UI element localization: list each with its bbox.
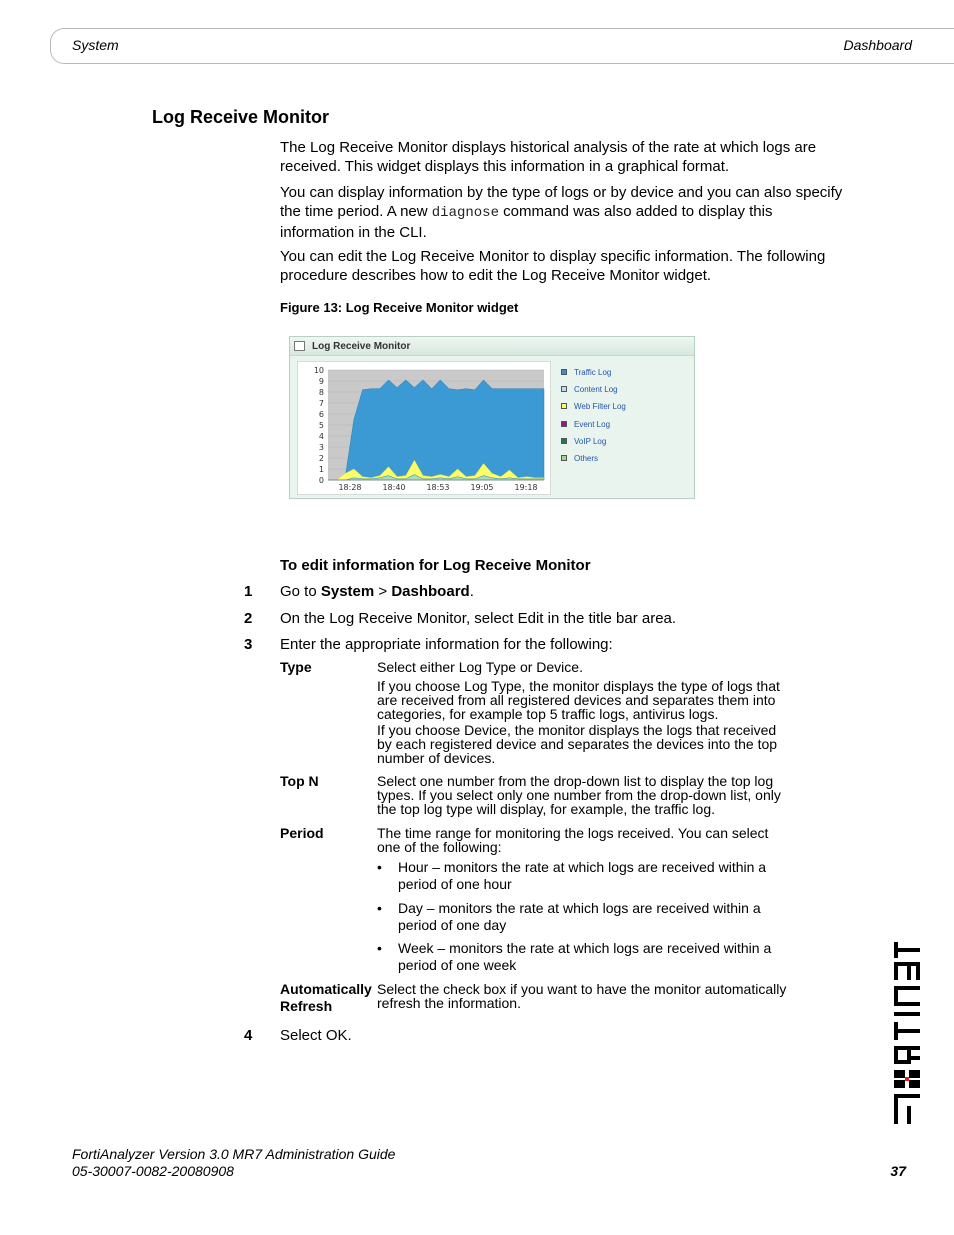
legend-swatch [561,369,567,375]
bullet: • [377,859,382,875]
page-header-bar [50,28,954,64]
legend-swatch [561,421,567,427]
y-tick-label: 1 [318,465,324,474]
section-title: Log Receive Monitor [152,107,330,127]
option-term-period: Period [280,825,324,841]
legend-swatch [561,455,567,461]
y-tick-label: 8 [318,388,324,397]
footer-doc-number: 05-30007-0082-20080908 [72,1163,234,1179]
figure-caption: Figure 13: Log Receive Monitor widget [280,300,519,315]
header-section: System [72,37,119,53]
option-desc: If you choose Device, the monitor displays the logs that received by each registered device and separates the devices into the top number of devices. [377,722,778,766]
fortinet-logo [890,940,924,1126]
legend-item: Web Filter Log [561,402,626,412]
y-tick-label: 7 [318,399,324,408]
x-tick-label: 19:05 [470,483,494,492]
step-number: 1 [244,583,253,600]
y-tick-label: 2 [318,454,324,463]
legend-item: Others [561,454,598,464]
y-tick-label: 0 [318,476,324,485]
bullet: • [377,900,382,916]
period-option: Day – monitors the rate at which logs are received within a period of one day [398,900,761,933]
widget-titlebar [290,337,694,356]
legend-item: Event Log [561,420,610,430]
step-number: 3 [244,636,253,653]
log-rate-chart [298,362,550,494]
step-number: 2 [244,610,253,627]
option-term-type: Type [280,659,312,675]
x-tick-label: 18:28 [338,483,362,492]
step-number: 4 [244,1027,253,1044]
y-tick-label: 4 [318,432,324,441]
option-desc: If you choose Log Type, the monitor displays the type of logs that are received from all registered devices and separates them into categories, for example top 5 traffic logs, antivirus logs. [377,678,780,722]
display-paragraph: You can display information by the type of logs or by device and you can also specify the time period. A new diagnose command was also added to display this information in the CLI. [280,184,843,241]
legend-swatch [561,403,567,409]
option-desc: Select one number from the drop-down list to display the top log types. If you select only one number from the drop-down list, only the top log type will display, for example, the traffic log. [377,773,781,817]
legend-swatch [561,386,567,392]
step-text: On the Log Receive Monitor, select Edit in the title bar area. [280,610,677,627]
option-desc: The time range for monitoring the logs received. You can select one of the following: [377,825,769,855]
x-tick-label: 18:53 [426,483,450,492]
footer-title: FortiAnalyzer Version 3.0 MR7 Administration Guide [72,1146,396,1162]
bullet: • [377,940,382,956]
x-tick-label: 18:40 [382,483,406,492]
diagnose-command: diagnose [431,205,499,221]
y-tick-label: 10 [313,366,324,375]
x-tick-label: 19:18 [514,483,538,492]
period-option: Hour – monitors the rate at which logs are received within a period of one hour [398,859,767,892]
widget-title: Log Receive Monitor [312,341,411,352]
legend-swatch [561,438,567,444]
y-tick-label: 5 [318,421,324,430]
y-tick-label: 9 [318,377,324,386]
step-text: Enter the appropriate information for the following: [280,636,613,653]
option-term-refresh: Automatically Refresh [280,981,372,1014]
step-text: Select OK. [280,1027,352,1044]
option-term-topn: Top N [280,773,319,789]
legend-item: VoIP Log [561,437,606,447]
step-text: Go to System > Dashboard. [280,583,474,600]
page-number: 37 [890,1163,906,1179]
y-tick-label: 3 [318,443,324,452]
y-tick-label: 6 [318,410,324,419]
intro-paragraph: The Log Receive Monitor displays historical analysis of the rate at which logs are received. This widget displays this information in a graphical format. [280,139,817,175]
option-desc: Select the check box if you want to have the monitor automatically refresh the information. [377,981,787,1011]
edit-paragraph: You can edit the Log Receive Monitor to display specific information. The following procedure describes how to edit the Log Receive Monitor widget. [280,248,826,284]
procedure-title: To edit information for Log Receive Monitor [280,557,591,574]
period-option: Week – monitors the rate at which logs are received within a period of one week [398,940,772,973]
log-receive-monitor-widget [289,336,695,499]
legend-item: Traffic Log [561,368,611,378]
header-topic: Dashboard [843,37,912,53]
option-desc: Select either Log Type or Device. [377,659,583,675]
legend-item: Content Log [561,385,618,395]
chart-icon [294,341,305,351]
chart-panel [297,361,551,495]
